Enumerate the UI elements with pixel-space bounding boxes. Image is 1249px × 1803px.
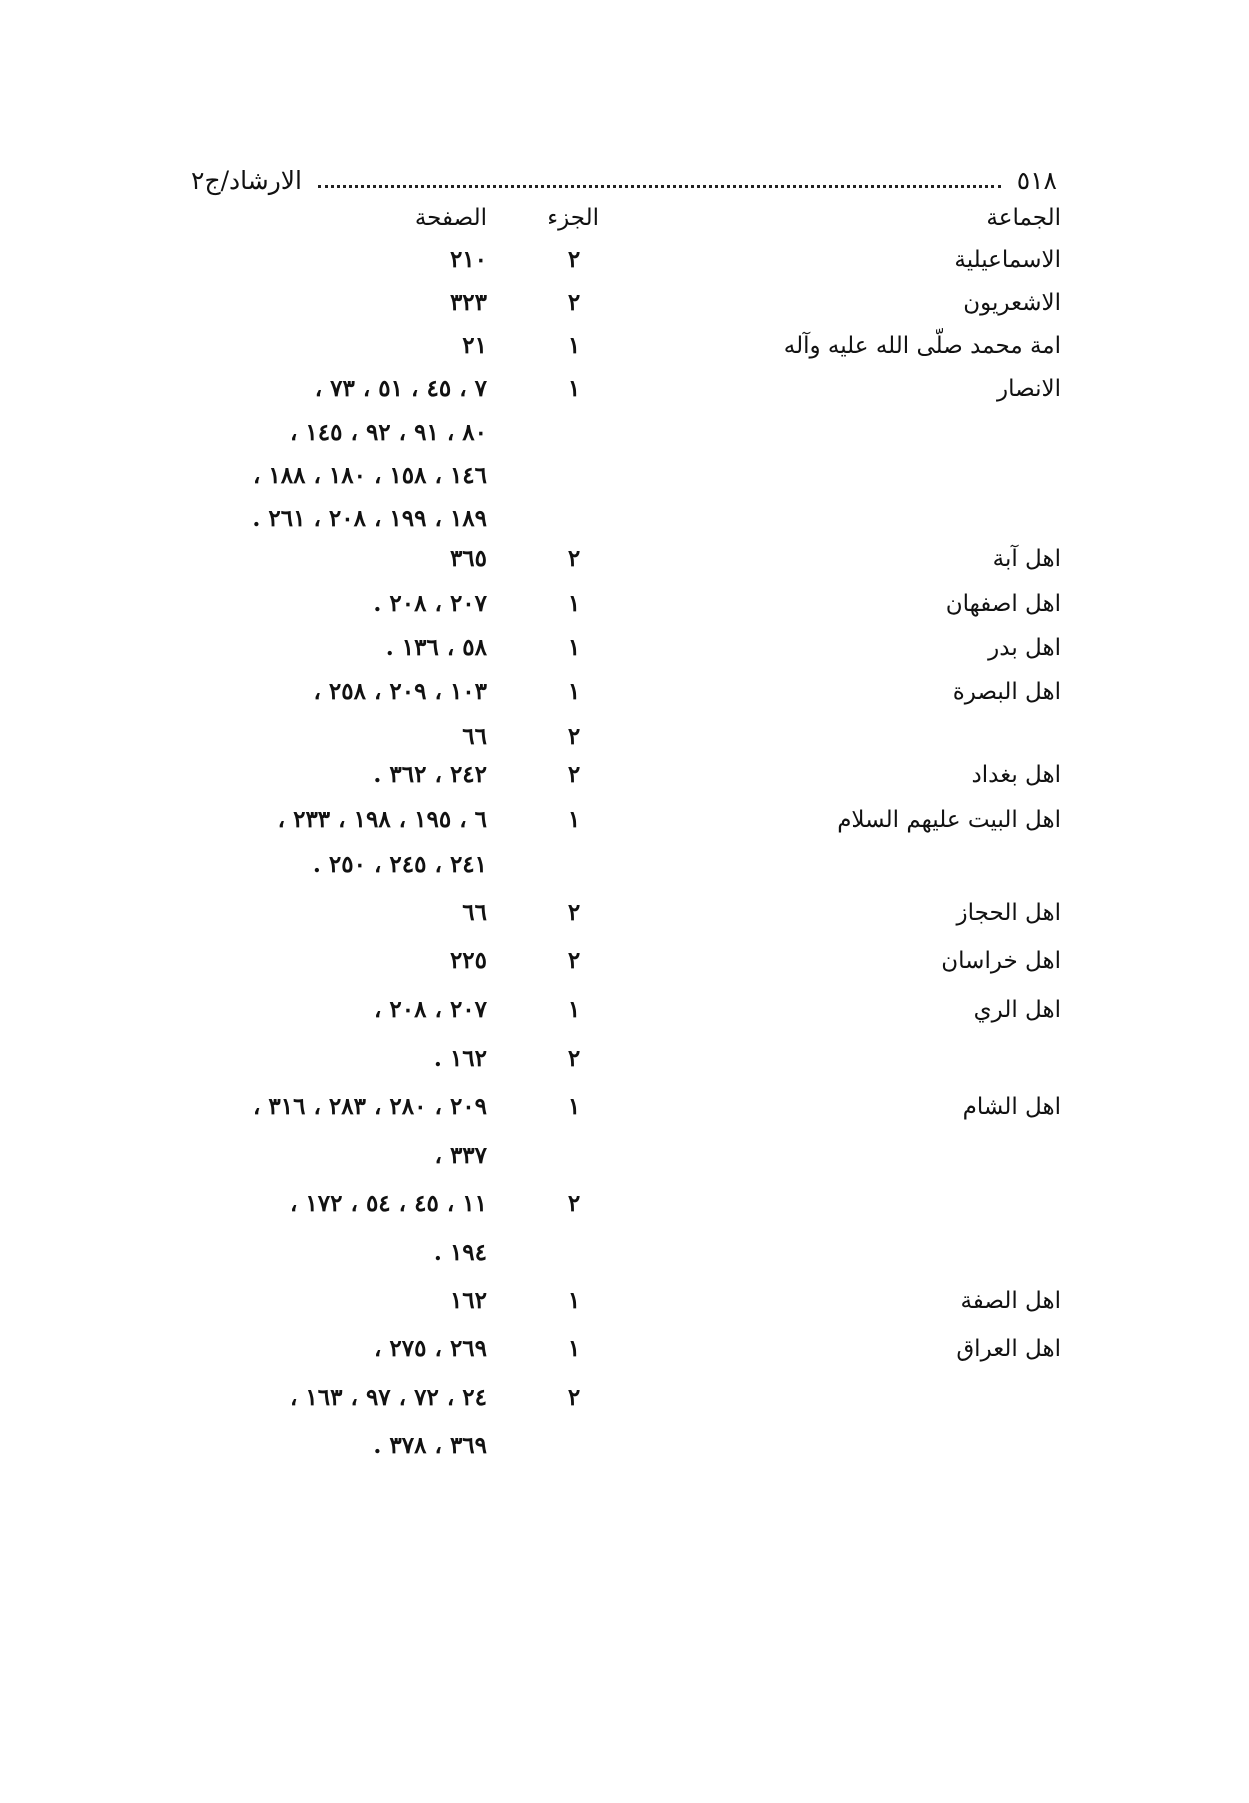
volume-number: ٢ bbox=[567, 1190, 581, 1217]
volume-number: ١ bbox=[567, 590, 581, 617]
group-name: الاشعريون bbox=[963, 290, 1061, 316]
volume-number bbox=[549, 456, 599, 496]
column-header-pages: الصفحة bbox=[414, 205, 487, 231]
table-row bbox=[0, 369, 1249, 409]
table-row bbox=[0, 1184, 1249, 1224]
volume-number: ٢ bbox=[567, 289, 581, 316]
table-row bbox=[0, 584, 1249, 624]
volume-number bbox=[549, 413, 599, 453]
page-references: ١٤٦ ، ١٥٨ ، ١٨٠ ، ١٨٨ ، bbox=[252, 462, 487, 489]
column-header-volume: الجزء bbox=[547, 205, 599, 231]
page-references: ٢٤٢ ، ٣٦٢ . bbox=[373, 761, 487, 788]
volume-number: ٢ bbox=[567, 246, 581, 273]
table-row bbox=[0, 1426, 1249, 1466]
volume-number bbox=[549, 1136, 599, 1176]
table-row bbox=[0, 845, 1249, 885]
volume-number: ٢ bbox=[567, 545, 581, 572]
column-header-group: الجماعة bbox=[986, 205, 1061, 231]
table-row bbox=[0, 1233, 1249, 1273]
table-row bbox=[0, 893, 1249, 933]
page-references: ٦٦ bbox=[462, 723, 487, 750]
page-references: ٣٢٣ bbox=[449, 289, 487, 316]
group-name: الانصار bbox=[997, 376, 1061, 402]
volume-number: ١ bbox=[567, 996, 581, 1023]
table-row bbox=[0, 628, 1249, 668]
page-references: ٣٣٧ ، bbox=[434, 1142, 487, 1169]
group-name: اهل البصرة bbox=[952, 679, 1061, 705]
volume-number: ١ bbox=[567, 1287, 581, 1314]
group-name: اهل الحجاز bbox=[956, 900, 1061, 926]
page-references: ٦٦ bbox=[462, 899, 487, 926]
table-row bbox=[0, 499, 1249, 539]
page-references: ١٠٣ ، ٢٠٩ ، ٢٥٨ ، bbox=[313, 678, 487, 705]
page-references: ١١ ، ٤٥ ، ٥٤ ، ١٧٢ ، bbox=[289, 1190, 487, 1217]
page-references: ٧ ، ٤٥ ، ٥١ ، ٧٣ ، bbox=[314, 375, 487, 402]
group-name: اهل العراق bbox=[956, 1336, 1061, 1362]
table-row bbox=[0, 1136, 1249, 1176]
table-row bbox=[0, 717, 1249, 757]
page-references: ٦ ، ١٩٥ ، ١٩٨ ، ٢٣٣ ، bbox=[277, 806, 487, 833]
page-references: ٨٠ ، ٩١ ، ٩٢ ، ١٤٥ ، bbox=[289, 419, 487, 446]
volume-number: ١ bbox=[567, 678, 581, 705]
group-name: اهل خراسان bbox=[941, 948, 1061, 974]
table-row bbox=[0, 672, 1249, 712]
group-name: امة محمد صلّى الله عليه وآله bbox=[783, 333, 1061, 359]
page-number: ٥١٨ bbox=[1016, 165, 1057, 195]
table-row bbox=[0, 755, 1249, 795]
page-references: ٢٢٥ bbox=[449, 947, 487, 974]
table-row bbox=[0, 539, 1249, 579]
group-name: اهل الري bbox=[973, 997, 1061, 1023]
group-name: اهل بغداد bbox=[971, 762, 1061, 788]
group-name: اهل آبة bbox=[992, 546, 1061, 572]
page-references: ٢٤ ، ٧٢ ، ٩٧ ، ١٦٣ ، bbox=[289, 1384, 487, 1411]
page-references: ١٦٢ bbox=[449, 1287, 487, 1314]
table-row bbox=[0, 990, 1249, 1030]
page-references: ٢٠٧ ، ٢٠٨ . bbox=[373, 590, 487, 617]
page-references: ٢١ bbox=[462, 332, 487, 359]
page-references: ٢٠٩ ، ٢٨٠ ، ٢٨٣ ، ٣١٦ ، bbox=[252, 1093, 487, 1120]
page-references: ١٨٩ ، ١٩٩ ، ٢٠٨ ، ٢٦١ . bbox=[252, 505, 487, 532]
table-row bbox=[0, 283, 1249, 323]
table-row bbox=[0, 326, 1249, 366]
table-row bbox=[0, 456, 1249, 496]
volume-number: ٢ bbox=[567, 899, 581, 926]
volume-number: ٢ bbox=[567, 947, 581, 974]
volume-number: ١ bbox=[567, 634, 581, 661]
group-name: الاسماعيلية bbox=[954, 247, 1061, 273]
volume-number: ١ bbox=[567, 806, 581, 833]
table-row bbox=[0, 240, 1249, 280]
page-references: ٢٤١ ، ٢٤٥ ، ٢٥٠ . bbox=[312, 851, 487, 878]
table-row bbox=[0, 413, 1249, 453]
volume-number: ١ bbox=[567, 1093, 581, 1120]
group-name: اهل البيت عليهم السلام bbox=[837, 807, 1061, 833]
page-references: ٢٠٧ ، ٢٠٨ ، bbox=[373, 996, 487, 1023]
group-name: اهل بدر bbox=[988, 635, 1061, 661]
volume-number bbox=[549, 1426, 599, 1466]
volume-number: ٢ bbox=[567, 1045, 581, 1072]
volume-number: ١ bbox=[567, 375, 581, 402]
book-title: الارشاد/ج٢ bbox=[191, 165, 302, 195]
volume-number: ١ bbox=[567, 332, 581, 359]
volume-number bbox=[549, 845, 599, 885]
group-name: اهل الصفة bbox=[960, 1288, 1061, 1314]
page-references: ٣٦٥ bbox=[449, 545, 487, 572]
group-name: اهل الشام bbox=[962, 1094, 1061, 1120]
table-row bbox=[0, 1039, 1249, 1079]
column-headers bbox=[0, 198, 1249, 238]
table-row bbox=[0, 1378, 1249, 1418]
volume-number: ٢ bbox=[567, 761, 581, 788]
table-row bbox=[0, 1329, 1249, 1369]
page-references: ٥٨ ، ١٣٦ . bbox=[385, 634, 487, 661]
volume-number: ١ bbox=[567, 1335, 581, 1362]
page-references: ٢١٠ bbox=[449, 246, 487, 273]
page-header bbox=[191, 160, 1057, 200]
page-references: ١٩٤ . bbox=[433, 1239, 487, 1266]
group-name: اهل اصفهان bbox=[945, 591, 1061, 617]
volume-number: ٢ bbox=[567, 723, 581, 750]
table-row bbox=[0, 800, 1249, 840]
leader-dots bbox=[318, 185, 1001, 188]
table-row bbox=[0, 1087, 1249, 1127]
volume-number bbox=[549, 499, 599, 539]
page-references: ١٦٢ . bbox=[433, 1045, 487, 1072]
volume-number: ٢ bbox=[567, 1384, 581, 1411]
page-references: ٢٦٩ ، ٢٧٥ ، bbox=[373, 1335, 487, 1362]
volume-number bbox=[549, 1233, 599, 1273]
table-row bbox=[0, 1281, 1249, 1321]
page-references: ٣٦٩ ، ٣٧٨ . bbox=[373, 1432, 487, 1459]
table-row bbox=[0, 941, 1249, 981]
